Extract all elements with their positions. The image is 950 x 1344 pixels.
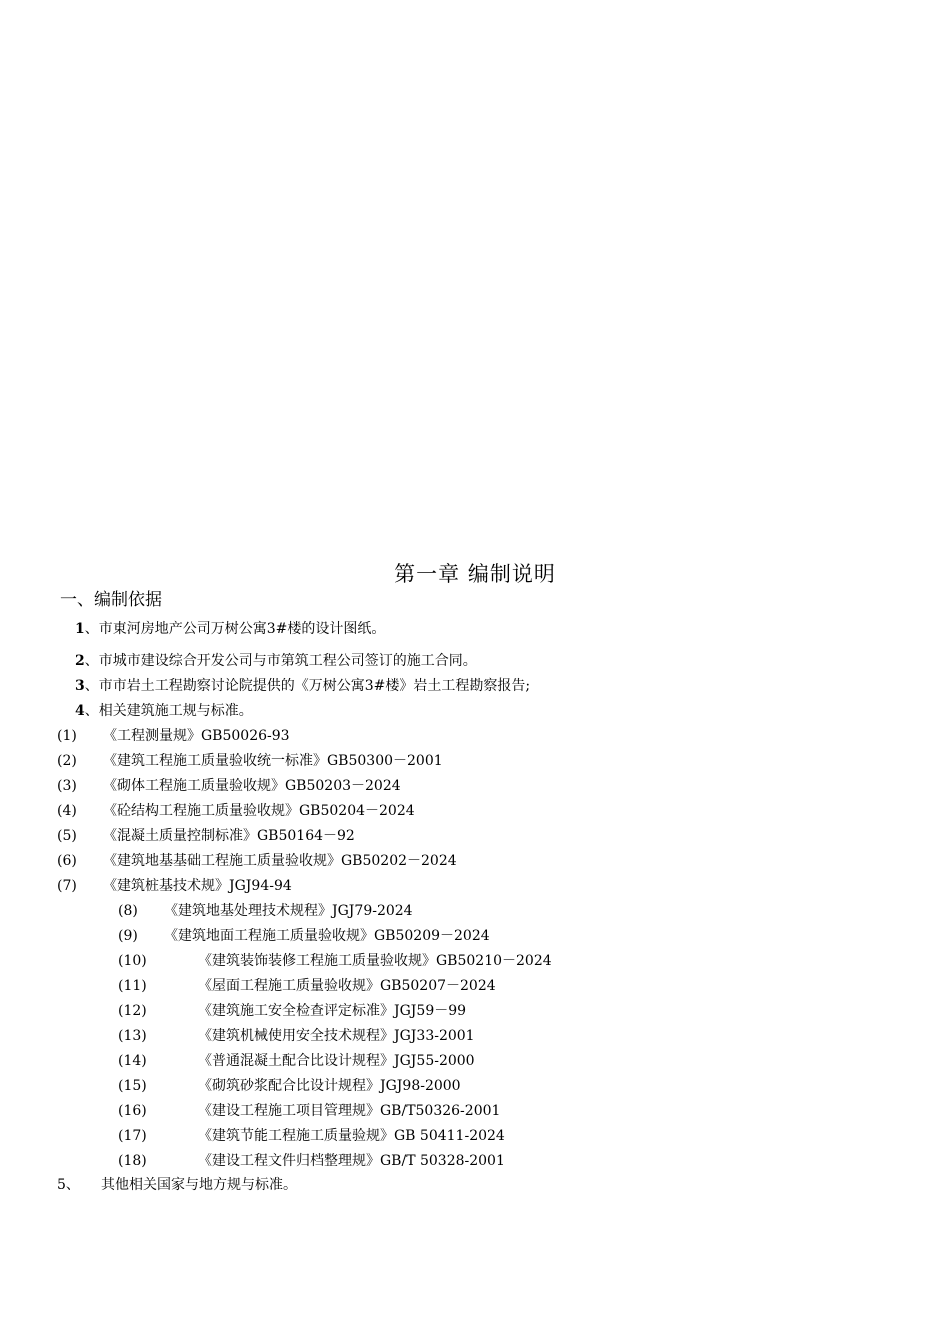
standard-title: 《建设工程文件归档整理规》GB/T 50328-2001 xyxy=(198,1153,505,1169)
standard-title: 《建筑工程施工质量验收统一标准》GB50300－2001 xyxy=(103,753,443,769)
standard-title: 《普通混凝土配合比设计规程》JGJ55-2000 xyxy=(198,1053,475,1069)
standard-item xyxy=(118,1027,475,1045)
basis-item xyxy=(75,702,253,720)
standard-title: 《建筑地基基础工程施工质量验收规》GB50202－2024 xyxy=(103,853,457,869)
standard-item xyxy=(118,1002,466,1020)
standard-index: (12) xyxy=(118,1003,147,1019)
standard-title: 《工程测量规》GB50026-93 xyxy=(103,728,290,744)
basis-item-5 xyxy=(57,1176,297,1194)
standard-title: 《建筑施工安全检查评定标准》JGJ59－99 xyxy=(198,1003,467,1019)
standard-item xyxy=(118,927,490,945)
standard-index: (6) xyxy=(57,853,77,869)
standard-title: 《混凝土质量控制标准》GB50164－92 xyxy=(103,828,355,844)
standard-index: (15) xyxy=(118,1078,147,1094)
basis-text: 其他相关国家与地方规与标准。 xyxy=(101,1177,297,1193)
standard-title: 《砌筑砂浆配合比设计规程》JGJ98-2000 xyxy=(198,1078,461,1094)
standard-title: 《建设工程施工项目管理规》GB/T50326-2001 xyxy=(198,1103,501,1119)
standard-index: (3) xyxy=(57,778,77,794)
standard-index: (11) xyxy=(118,978,147,994)
basis-text: 、相关建筑施工规与标准。 xyxy=(84,703,253,719)
standard-item xyxy=(57,777,401,795)
standard-item xyxy=(57,727,290,745)
standard-item xyxy=(57,877,292,895)
standard-index: (14) xyxy=(118,1053,147,1069)
standard-title: 《建筑地基处理技术规程》JGJ79-2024 xyxy=(164,903,413,919)
basis-text: 、市市岩土工程勘察讨论院提供的《万树公寓3#楼》岩土工程勘察报告; xyxy=(84,678,531,694)
standard-item xyxy=(57,752,443,770)
basis-text: 、市城市建设综合开发公司与市第筑工程公司签订的施工合同。 xyxy=(84,653,477,669)
chapter-title: 第一章 编制说明 xyxy=(394,562,556,586)
standard-title: 《建筑地面工程施工质量验收规》GB50209－2024 xyxy=(164,928,490,944)
standard-title: 《建筑节能工程施工质量验规》GB 50411-2024 xyxy=(198,1128,505,1144)
standard-title: 《建筑机械使用安全技术规程》JGJ33-2001 xyxy=(198,1028,475,1044)
standard-index: (13) xyxy=(118,1028,147,1044)
standard-item xyxy=(118,1077,461,1095)
basis-item xyxy=(75,677,530,695)
basis-number: 1 xyxy=(75,621,85,637)
standard-item xyxy=(57,827,355,845)
standard-index: (4) xyxy=(57,803,77,819)
standard-index: (16) xyxy=(118,1103,147,1119)
standard-title: 《建筑桩基技术规》JGJ94-94 xyxy=(103,878,292,894)
standard-index: (1) xyxy=(57,728,77,744)
standard-title: 《建筑装饰装修工程施工质量验收规》GB50210－2024 xyxy=(198,953,552,969)
basis-item xyxy=(75,620,385,638)
standard-title: 《屋面工程施工质量验收规》GB50207－2024 xyxy=(198,978,496,994)
standard-index: (5) xyxy=(57,828,77,844)
basis-number: 3 xyxy=(75,678,85,694)
standard-item xyxy=(57,802,415,820)
standard-title: 《砼结构工程施工质量验收规》GB50204－2024 xyxy=(103,803,415,819)
standard-index: (18) xyxy=(118,1153,147,1169)
standard-item xyxy=(57,852,457,870)
standard-item xyxy=(118,1052,475,1070)
standard-index: (17) xyxy=(118,1128,147,1144)
basis-text: 、市東河房地产公司万树公寓3#楼的设计图纸。 xyxy=(84,621,386,637)
basis-number: 2 xyxy=(75,653,85,669)
standard-title: 《砌体工程施工质量验收规》GB50203－2024 xyxy=(103,778,401,794)
standard-item xyxy=(118,977,496,995)
standard-item xyxy=(118,1127,505,1145)
basis-number: 4 xyxy=(75,703,85,719)
standard-item xyxy=(118,1102,500,1120)
standard-item xyxy=(118,952,552,970)
standard-index: (10) xyxy=(118,953,147,969)
standard-item xyxy=(118,902,413,920)
standard-index: (7) xyxy=(57,878,77,894)
standard-index: (9) xyxy=(118,928,138,944)
standard-index: (8) xyxy=(118,903,138,919)
standard-index: (2) xyxy=(57,753,77,769)
basis-number: 5、 xyxy=(57,1177,80,1193)
section-heading: 一、编制依据 xyxy=(60,590,162,610)
standard-item xyxy=(118,1152,505,1170)
basis-item xyxy=(75,652,477,670)
